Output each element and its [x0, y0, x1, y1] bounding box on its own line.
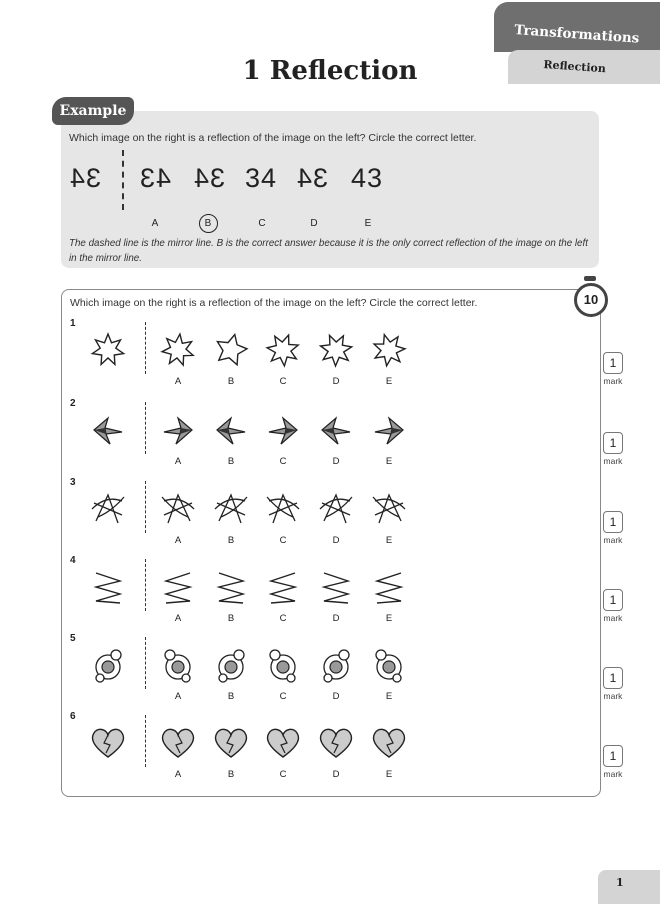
option-letter-e[interactable]: E — [385, 769, 393, 780]
option-letter-b[interactable]: B — [227, 535, 235, 546]
question-figure-option — [158, 330, 198, 375]
option-letter-a[interactable]: A — [174, 456, 182, 467]
page-number-tab — [598, 870, 660, 904]
mirror-line — [145, 715, 146, 767]
mark-box[interactable]: 1 — [603, 667, 623, 689]
option-letter-b[interactable]: B — [227, 691, 235, 702]
option-letter-b[interactable]: B — [227, 376, 235, 387]
option-letter-b[interactable]: B — [227, 769, 235, 780]
example-option-c-letter[interactable]: C — [258, 218, 266, 229]
question-figure-option — [158, 567, 198, 612]
mark-label: mark — [603, 535, 623, 545]
question-figure-original — [88, 723, 128, 768]
mark-box[interactable]: 1 — [603, 511, 623, 533]
option-letter-e[interactable]: E — [385, 691, 393, 702]
question-figure-option — [263, 489, 303, 534]
question-figure-option — [316, 410, 356, 455]
question-figure-original — [88, 645, 128, 690]
example-explanation: The dashed line is the mirror line. B is the correct answer because it is the only correct reflection of the image on the left in the mirror line. — [69, 238, 588, 264]
option-letter-d[interactable]: D — [332, 535, 340, 546]
option-letter-b[interactable]: B — [227, 456, 235, 467]
option-letter-e[interactable]: E — [385, 376, 393, 387]
option-letter-d[interactable]: D — [332, 376, 340, 387]
question-figure-option — [211, 567, 251, 612]
question-number: 1 — [70, 318, 76, 329]
question-figure-option — [369, 567, 409, 612]
questions-instruction: Which image on the right is a reflection of the image on the left? Circle the correct letter. — [70, 297, 478, 309]
mark-label: mark — [603, 613, 623, 623]
question-figure-option — [316, 645, 356, 690]
option-letter-c[interactable]: C — [279, 691, 287, 702]
question-figure-original — [88, 410, 128, 455]
option-letter-c[interactable]: C — [279, 456, 287, 467]
question-figure-option — [158, 645, 198, 690]
option-letter-d[interactable]: D — [332, 769, 340, 780]
question-figure-original — [88, 567, 128, 612]
option-letter-a[interactable]: A — [174, 535, 182, 546]
option-letter-d[interactable]: D — [332, 691, 340, 702]
question-number: 3 — [70, 477, 76, 488]
example-original: 34 — [69, 163, 102, 193]
question-figure-option — [316, 330, 356, 375]
question-figure-option — [158, 723, 198, 768]
example-option-e-figure: 43 — [351, 163, 384, 193]
mark-box[interactable]: 1 — [603, 352, 623, 374]
option-letter-a[interactable]: A — [174, 691, 182, 702]
option-letter-d[interactable]: D — [332, 613, 340, 624]
question-figure-option — [211, 410, 251, 455]
question-figure-option — [369, 410, 409, 455]
question-figure-option — [158, 489, 198, 534]
page-title: 1 Reflection — [242, 56, 418, 86]
option-letter-c[interactable]: C — [279, 376, 287, 387]
section-title: Transformations — [513, 22, 640, 47]
example-option-d-letter[interactable]: D — [310, 218, 318, 229]
question-figure-option — [263, 645, 303, 690]
option-letter-c[interactable]: C — [279, 769, 287, 780]
mirror-line — [145, 637, 146, 689]
example-option-b-letter[interactable]: B — [204, 218, 212, 229]
mark-label: mark — [603, 456, 623, 466]
option-letter-a[interactable]: A — [174, 613, 182, 624]
option-letter-d[interactable]: D — [332, 456, 340, 467]
question-figure-option — [369, 723, 409, 768]
option-letter-e[interactable]: E — [385, 613, 393, 624]
question-figure-option — [263, 410, 303, 455]
timer-icon: 10 — [574, 283, 608, 317]
mark-label: mark — [603, 769, 623, 779]
mark-label: mark — [603, 691, 623, 701]
mark-label: mark — [603, 376, 623, 386]
example-option-a-letter[interactable]: A — [151, 218, 159, 229]
question-figure-original — [88, 330, 128, 375]
option-letter-e[interactable]: E — [385, 535, 393, 546]
option-letter-c[interactable]: C — [279, 613, 287, 624]
mark-box[interactable]: 1 — [603, 745, 623, 767]
example-option-e-letter[interactable]: E — [364, 218, 372, 229]
question-figure-original — [88, 489, 128, 534]
option-letter-e[interactable]: E — [385, 456, 393, 467]
mirror-line — [145, 559, 146, 611]
example-option-c-figure: 34 — [245, 163, 278, 193]
question-figure-option — [211, 330, 251, 375]
mirror-line — [145, 481, 146, 533]
option-letter-a[interactable]: A — [174, 769, 182, 780]
question-number: 6 — [70, 711, 76, 722]
example-mirror-line — [122, 150, 124, 210]
example-badge: Example — [52, 97, 134, 125]
question-figure-option — [211, 489, 251, 534]
subsection-title: Reflection — [543, 58, 607, 76]
question-number: 2 — [70, 398, 76, 409]
timer-knob — [584, 276, 596, 281]
option-letter-c[interactable]: C — [279, 535, 287, 546]
mirror-line — [145, 322, 146, 374]
option-letter-a[interactable]: A — [174, 376, 182, 387]
example-option-d-figure: 34 — [296, 163, 329, 193]
question-figure-option — [211, 723, 251, 768]
question-figure-option — [211, 645, 251, 690]
page-number: 1 — [616, 876, 624, 889]
mark-box[interactable]: 1 — [603, 432, 623, 454]
question-number: 4 — [70, 555, 76, 566]
option-letter-b[interactable]: B — [227, 613, 235, 624]
question-figure-option — [158, 410, 198, 455]
question-figure-option — [263, 567, 303, 612]
question-figure-option — [263, 723, 303, 768]
question-figure-option — [369, 645, 409, 690]
question-number: 5 — [70, 633, 76, 644]
question-figure-option — [369, 330, 409, 375]
question-figure-option — [316, 489, 356, 534]
example-option-a-figure: 43 — [139, 163, 172, 193]
question-figure-option — [369, 489, 409, 534]
question-figure-option — [316, 567, 356, 612]
mark-box[interactable]: 1 — [603, 589, 623, 611]
example-answer-circle — [199, 214, 218, 233]
example-option-b-figure: 34 — [193, 163, 226, 193]
mirror-line — [145, 402, 146, 454]
example-question: Which image on the right is a reflection of the image on the left? Circle the correct letter. — [69, 132, 477, 144]
question-figure-option — [316, 723, 356, 768]
question-figure-option — [263, 330, 303, 375]
